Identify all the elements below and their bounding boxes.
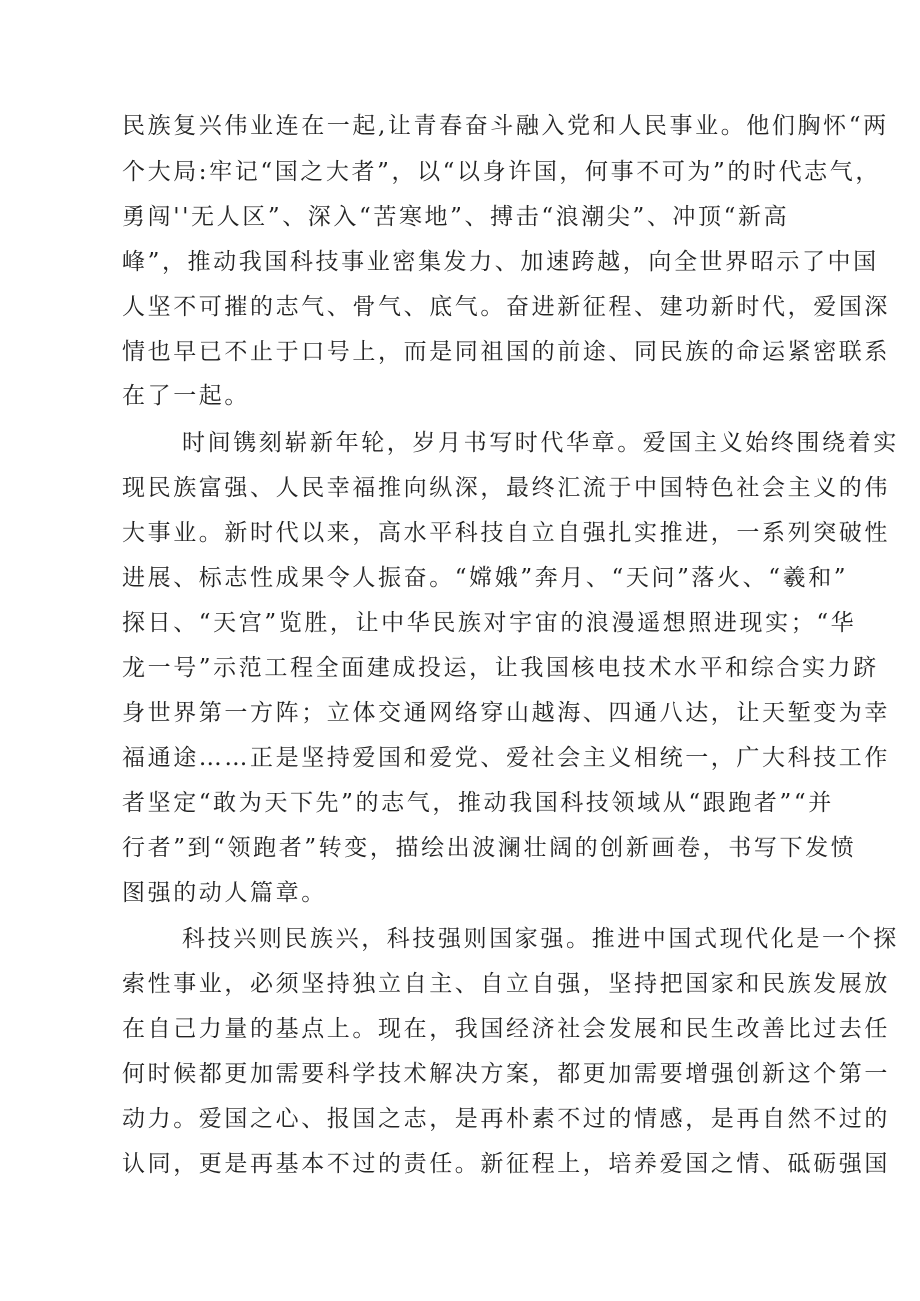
text-line: 者坚定“敢为天下先”的志气，推动我国科技领域从“跟跑者”“并 bbox=[122, 790, 834, 816]
text-line: 图强的动人篇章。 bbox=[122, 880, 327, 906]
text-line: 在自己力量的基点上。现在，我国经济社会发展和民生改善比过去任 bbox=[122, 1016, 890, 1042]
text-line: 探日、“天宫”览胜，让中华民族对宇宙的浪漫遥想照进现实；“华 bbox=[122, 610, 857, 636]
text-line: 人坚不可摧的志气、骨气、底气。奋进新征程、建功新时代，爱国深 bbox=[122, 294, 890, 320]
paragraph-first-line: 时间镌刻崭新年轮，岁月书写时代华章。爱国主义始终围绕着实 bbox=[182, 430, 899, 456]
text-line: 何时候都更加需要科学技术解决方案，都更加需要增强创新这个第一 bbox=[122, 1061, 890, 1087]
text-line: 在了一起。 bbox=[122, 383, 250, 409]
text-line: 个大局:牢记“国之大者”，以“以身许国，何事不可为”的时代志气， bbox=[122, 159, 881, 185]
text-line: 勇闯''无人区”、深入“苦寒地”、搏击“浪潮尖”、冲顶“新高 bbox=[122, 204, 790, 230]
text-line: 行者”到“领跑者”转变，描绘出波澜壮阔的创新画卷，书写下发愤 bbox=[122, 835, 857, 861]
text-line: 大事业。新时代以来，高水平科技自立自强扎实推进，一系列突破性 bbox=[122, 520, 890, 546]
text-line: 福通途……正是坚持爱国和爱党、爱社会主义相统一，广大科技工作 bbox=[122, 745, 890, 771]
text-line: 身世界第一方阵；立体交通网络穿山越海、四通八达，让天堑变为幸 bbox=[122, 700, 890, 726]
text-line: 民族复兴伟业连在一起,让青春奋斗融入党和人民事业。他们胸怀“两 bbox=[122, 113, 889, 139]
text-line: 索性事业，必须坚持独立自主、自立自强，坚持把国家和民族发展放 bbox=[122, 971, 890, 997]
text-line: 峰”，推动我国科技事业密集发力、加速跨越，向全世界昭示了中国 bbox=[122, 249, 879, 275]
text-line: 认同，更是再基本不过的责任。新征程上，培养爱国之情、砥砺强国 bbox=[122, 1151, 890, 1177]
text-line: 进展、标志性成果令人振奋。“嫦娥”奔月、“天问”落火、“羲和” bbox=[122, 565, 849, 591]
paragraph-first-line: 科技兴则民族兴，科技强则国家强。推进中国式现代化是一个探 bbox=[182, 926, 899, 952]
text-line: 动力。爱国之心、报国之志，是再朴素不过的情感，是再自然不过的 bbox=[122, 1106, 890, 1132]
text-line: 龙一号”示范工程全面建成投运，让我国核电技术水平和综合实力跻 bbox=[122, 655, 879, 681]
text-line: 现民族富强、人民幸福推向纵深，最终汇流于中国特色社会主义的伟 bbox=[122, 475, 890, 501]
text-line: 情也早已不止于口号上，而是同祖国的前途、同民族的命运紧密联系 bbox=[122, 339, 890, 365]
